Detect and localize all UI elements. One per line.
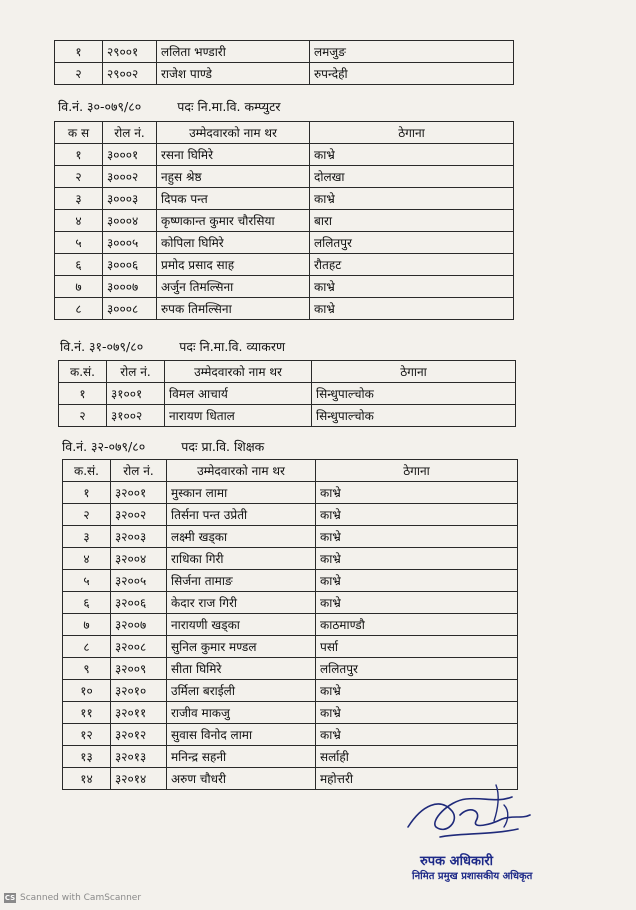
header-roll: रोल नं. xyxy=(111,460,167,482)
cell-serial: ७ xyxy=(55,276,103,298)
cell-name: राजेश पाण्डे xyxy=(157,63,310,85)
cell-roll: ३१००१ xyxy=(107,383,165,405)
cell-address: रौतहट xyxy=(310,254,514,276)
cell-serial: १० xyxy=(63,680,111,702)
cell-name: सुवास विनोद लामा xyxy=(167,724,316,746)
header-address: ठेगाना xyxy=(312,361,516,383)
cell-roll: ३०००३ xyxy=(103,188,157,210)
header-sn: क.सं. xyxy=(63,460,111,482)
cell-name: सिर्जना तामाङ xyxy=(167,570,316,592)
cell-serial: ४ xyxy=(63,548,111,570)
cell-address: सिन्धुपाल्चोक xyxy=(312,405,516,427)
table-header-row xyxy=(63,460,518,482)
cell-address: ललितपुर xyxy=(310,232,514,254)
cell-name: दिपक पन्त xyxy=(157,188,310,210)
cell-roll: ३२००२ xyxy=(111,504,167,526)
section-30-code: वि.नं. ३०-०७९/८० xyxy=(58,99,142,114)
cell-roll: ३०००८ xyxy=(103,298,157,320)
cell-roll: ३२०१० xyxy=(111,680,167,702)
cell-name: नारायणी खड्का xyxy=(167,614,316,636)
header-name: उम्मेदवारको नाम थर xyxy=(165,361,312,383)
section-32-heading xyxy=(62,438,264,455)
cell-address: काभ्रे xyxy=(316,526,518,548)
signatory-name: रुपक अधिकारी xyxy=(420,854,493,869)
cell-roll: ३०००४ xyxy=(103,210,157,232)
camscanner-logo-icon: CS xyxy=(4,894,16,902)
table-row xyxy=(55,144,514,166)
cell-name: नारायण धिताल xyxy=(165,405,312,427)
header-name: उम्मेदवारको नाम थर xyxy=(167,460,316,482)
cell-name: रुपक तिमल्सिना xyxy=(157,298,310,320)
cell-roll: ३२०१२ xyxy=(111,724,167,746)
cell-serial: ११ xyxy=(63,702,111,724)
table-row xyxy=(63,504,518,526)
cell-name: राजीव माकजु xyxy=(167,702,316,724)
signatory-title: निमित प्रमुख प्रशासकीय अधिकृत xyxy=(412,871,533,882)
cell-address: काभ्रे xyxy=(310,144,514,166)
scanner-watermark xyxy=(4,893,141,903)
header-address: ठेगाना xyxy=(310,122,514,144)
cell-name: कोपिला घिमिरे xyxy=(157,232,310,254)
cell-roll: ३२००४ xyxy=(111,548,167,570)
header-address: ठेगाना xyxy=(316,460,518,482)
table-section-30 xyxy=(54,121,514,320)
table-row xyxy=(63,746,518,768)
header-roll: रोल नं. xyxy=(107,361,165,383)
cell-name: लक्ष्मी खड्का xyxy=(167,526,316,548)
section-31-heading xyxy=(60,338,285,355)
signature-scribble xyxy=(400,775,540,850)
cell-address: महोत्तरी xyxy=(316,768,518,790)
cell-address: काठमाण्डौ xyxy=(316,614,518,636)
cell-address: दोलखा xyxy=(310,166,514,188)
cell-roll: २९००१ xyxy=(103,41,157,63)
cell-roll: ३२०११ xyxy=(111,702,167,724)
cell-serial: २ xyxy=(63,504,111,526)
cell-address: रुपन्देही xyxy=(310,63,514,85)
cell-address: काभ्रे xyxy=(316,504,518,526)
cell-roll: ३२००७ xyxy=(111,614,167,636)
cell-roll: ३२००१ xyxy=(111,482,167,504)
cell-name: तिर्सना पन्त उप्रेती xyxy=(167,504,316,526)
cell-serial: ७ xyxy=(63,614,111,636)
header-roll: रोल नं. xyxy=(103,122,157,144)
cell-address: काभ्रे xyxy=(316,702,518,724)
cell-address: लमजुङ xyxy=(310,41,514,63)
cell-serial: ६ xyxy=(55,254,103,276)
table-row xyxy=(63,724,518,746)
table-row xyxy=(55,63,514,85)
cell-roll: ३०००५ xyxy=(103,232,157,254)
table-row xyxy=(63,526,518,548)
cell-serial: ६ xyxy=(63,592,111,614)
table-continued xyxy=(54,40,514,85)
cell-name: अरुण चौधरी xyxy=(167,768,316,790)
cell-address: ललितपुर xyxy=(316,658,518,680)
cell-serial: ९ xyxy=(63,658,111,680)
cell-address: सर्लाही xyxy=(316,746,518,768)
cell-name: उर्मिला बराईली xyxy=(167,680,316,702)
cell-name: मुस्कान लामा xyxy=(167,482,316,504)
cell-serial: १४ xyxy=(63,768,111,790)
cell-name: राधिका गिरी xyxy=(167,548,316,570)
cell-serial: १ xyxy=(55,41,103,63)
cell-serial: १२ xyxy=(63,724,111,746)
cell-serial: ४ xyxy=(55,210,103,232)
table-row xyxy=(63,658,518,680)
table-section-31 xyxy=(58,360,516,427)
section-30-post: पदः नि.मा.वि. कम्प्युटर xyxy=(177,99,281,114)
cell-address: काभ्रे xyxy=(316,482,518,504)
cell-name: विमल आचार्य xyxy=(165,383,312,405)
section-32-code: वि.नं. ३२-०७९/८० xyxy=(62,439,146,454)
cell-name: प्रमोद प्रसाद साह xyxy=(157,254,310,276)
table-row xyxy=(55,188,514,210)
table-row xyxy=(55,298,514,320)
cell-name: कृष्णकान्त कुमार चौरसिया xyxy=(157,210,310,232)
cell-address: काभ्रे xyxy=(316,548,518,570)
cell-name: मनिन्द्र सहनी xyxy=(167,746,316,768)
cell-serial: ३ xyxy=(55,188,103,210)
cell-name: केदार राज गिरी xyxy=(167,592,316,614)
cell-address: काभ्रे xyxy=(310,188,514,210)
table-row xyxy=(63,636,518,658)
cell-roll: ३१००२ xyxy=(107,405,165,427)
cell-name: सुनिल कुमार मण्डल xyxy=(167,636,316,658)
cell-roll: ३०००७ xyxy=(103,276,157,298)
cell-roll: ३२०१४ xyxy=(111,768,167,790)
cell-roll: ३०००६ xyxy=(103,254,157,276)
cell-name: ललिता भण्डारी xyxy=(157,41,310,63)
cell-name: सीता घिमिरे xyxy=(167,658,316,680)
cell-roll: ३०००२ xyxy=(103,166,157,188)
table-row xyxy=(63,570,518,592)
cell-serial: १३ xyxy=(63,746,111,768)
table-row xyxy=(55,254,514,276)
table-section-32 xyxy=(62,459,518,790)
cell-roll: ३२००८ xyxy=(111,636,167,658)
table-row xyxy=(55,232,514,254)
cell-serial: ८ xyxy=(63,636,111,658)
table-row xyxy=(55,276,514,298)
table-row xyxy=(55,210,514,232)
table-row xyxy=(63,548,518,570)
cell-serial: ३ xyxy=(63,526,111,548)
cell-address: काभ्रे xyxy=(310,276,514,298)
section-31-post: पदः नि.मा.वि. व्याकरण xyxy=(179,339,285,354)
section-30-heading xyxy=(58,98,281,115)
header-name: उम्मेदवारको नाम थर xyxy=(157,122,310,144)
cell-name: अर्जुन तिमल्सिना xyxy=(157,276,310,298)
cell-roll: ३२००६ xyxy=(111,592,167,614)
table-row xyxy=(63,482,518,504)
header-sn: क.सं. xyxy=(59,361,107,383)
section-32-post: पदः प्रा.वि. शिक्षक xyxy=(181,439,265,454)
cell-name: रसना घिमिरे xyxy=(157,144,310,166)
cell-address: सिन्धुपाल्चोक xyxy=(312,383,516,405)
cell-address: काभ्रे xyxy=(316,724,518,746)
table-row xyxy=(59,405,516,427)
cell-serial: १ xyxy=(55,144,103,166)
cell-roll: ३०००१ xyxy=(103,144,157,166)
cell-address: पर्सा xyxy=(316,636,518,658)
header-sn: क स xyxy=(55,122,103,144)
table-header-row xyxy=(55,122,514,144)
cell-serial: ५ xyxy=(55,232,103,254)
cell-address: काभ्रे xyxy=(316,592,518,614)
cell-roll: ३२००९ xyxy=(111,658,167,680)
section-31-code: वि.नं. ३१-०७९/८० xyxy=(60,339,144,354)
table-row xyxy=(59,383,516,405)
cell-serial: २ xyxy=(55,166,103,188)
cell-serial: ५ xyxy=(63,570,111,592)
cell-address: काभ्रे xyxy=(310,298,514,320)
cell-roll: ३२०१३ xyxy=(111,746,167,768)
table-row xyxy=(63,702,518,724)
cell-roll: २९००२ xyxy=(103,63,157,85)
table-header-row xyxy=(59,361,516,383)
cell-serial: ८ xyxy=(55,298,103,320)
cell-address: काभ्रे xyxy=(316,570,518,592)
cell-serial: १ xyxy=(59,383,107,405)
cell-name: नहुस श्रेष्ठ xyxy=(157,166,310,188)
cell-roll: ३२००५ xyxy=(111,570,167,592)
table-row xyxy=(55,41,514,63)
table-row xyxy=(63,592,518,614)
table-row xyxy=(55,166,514,188)
cell-serial: २ xyxy=(55,63,103,85)
scanner-watermark-text: Scanned with CamScanner xyxy=(20,893,142,903)
cell-serial: २ xyxy=(59,405,107,427)
cell-address: काभ्रे xyxy=(316,680,518,702)
cell-address: बारा xyxy=(310,210,514,232)
cell-serial: १ xyxy=(63,482,111,504)
table-row xyxy=(63,680,518,702)
table-row xyxy=(63,614,518,636)
cell-roll: ३२००३ xyxy=(111,526,167,548)
